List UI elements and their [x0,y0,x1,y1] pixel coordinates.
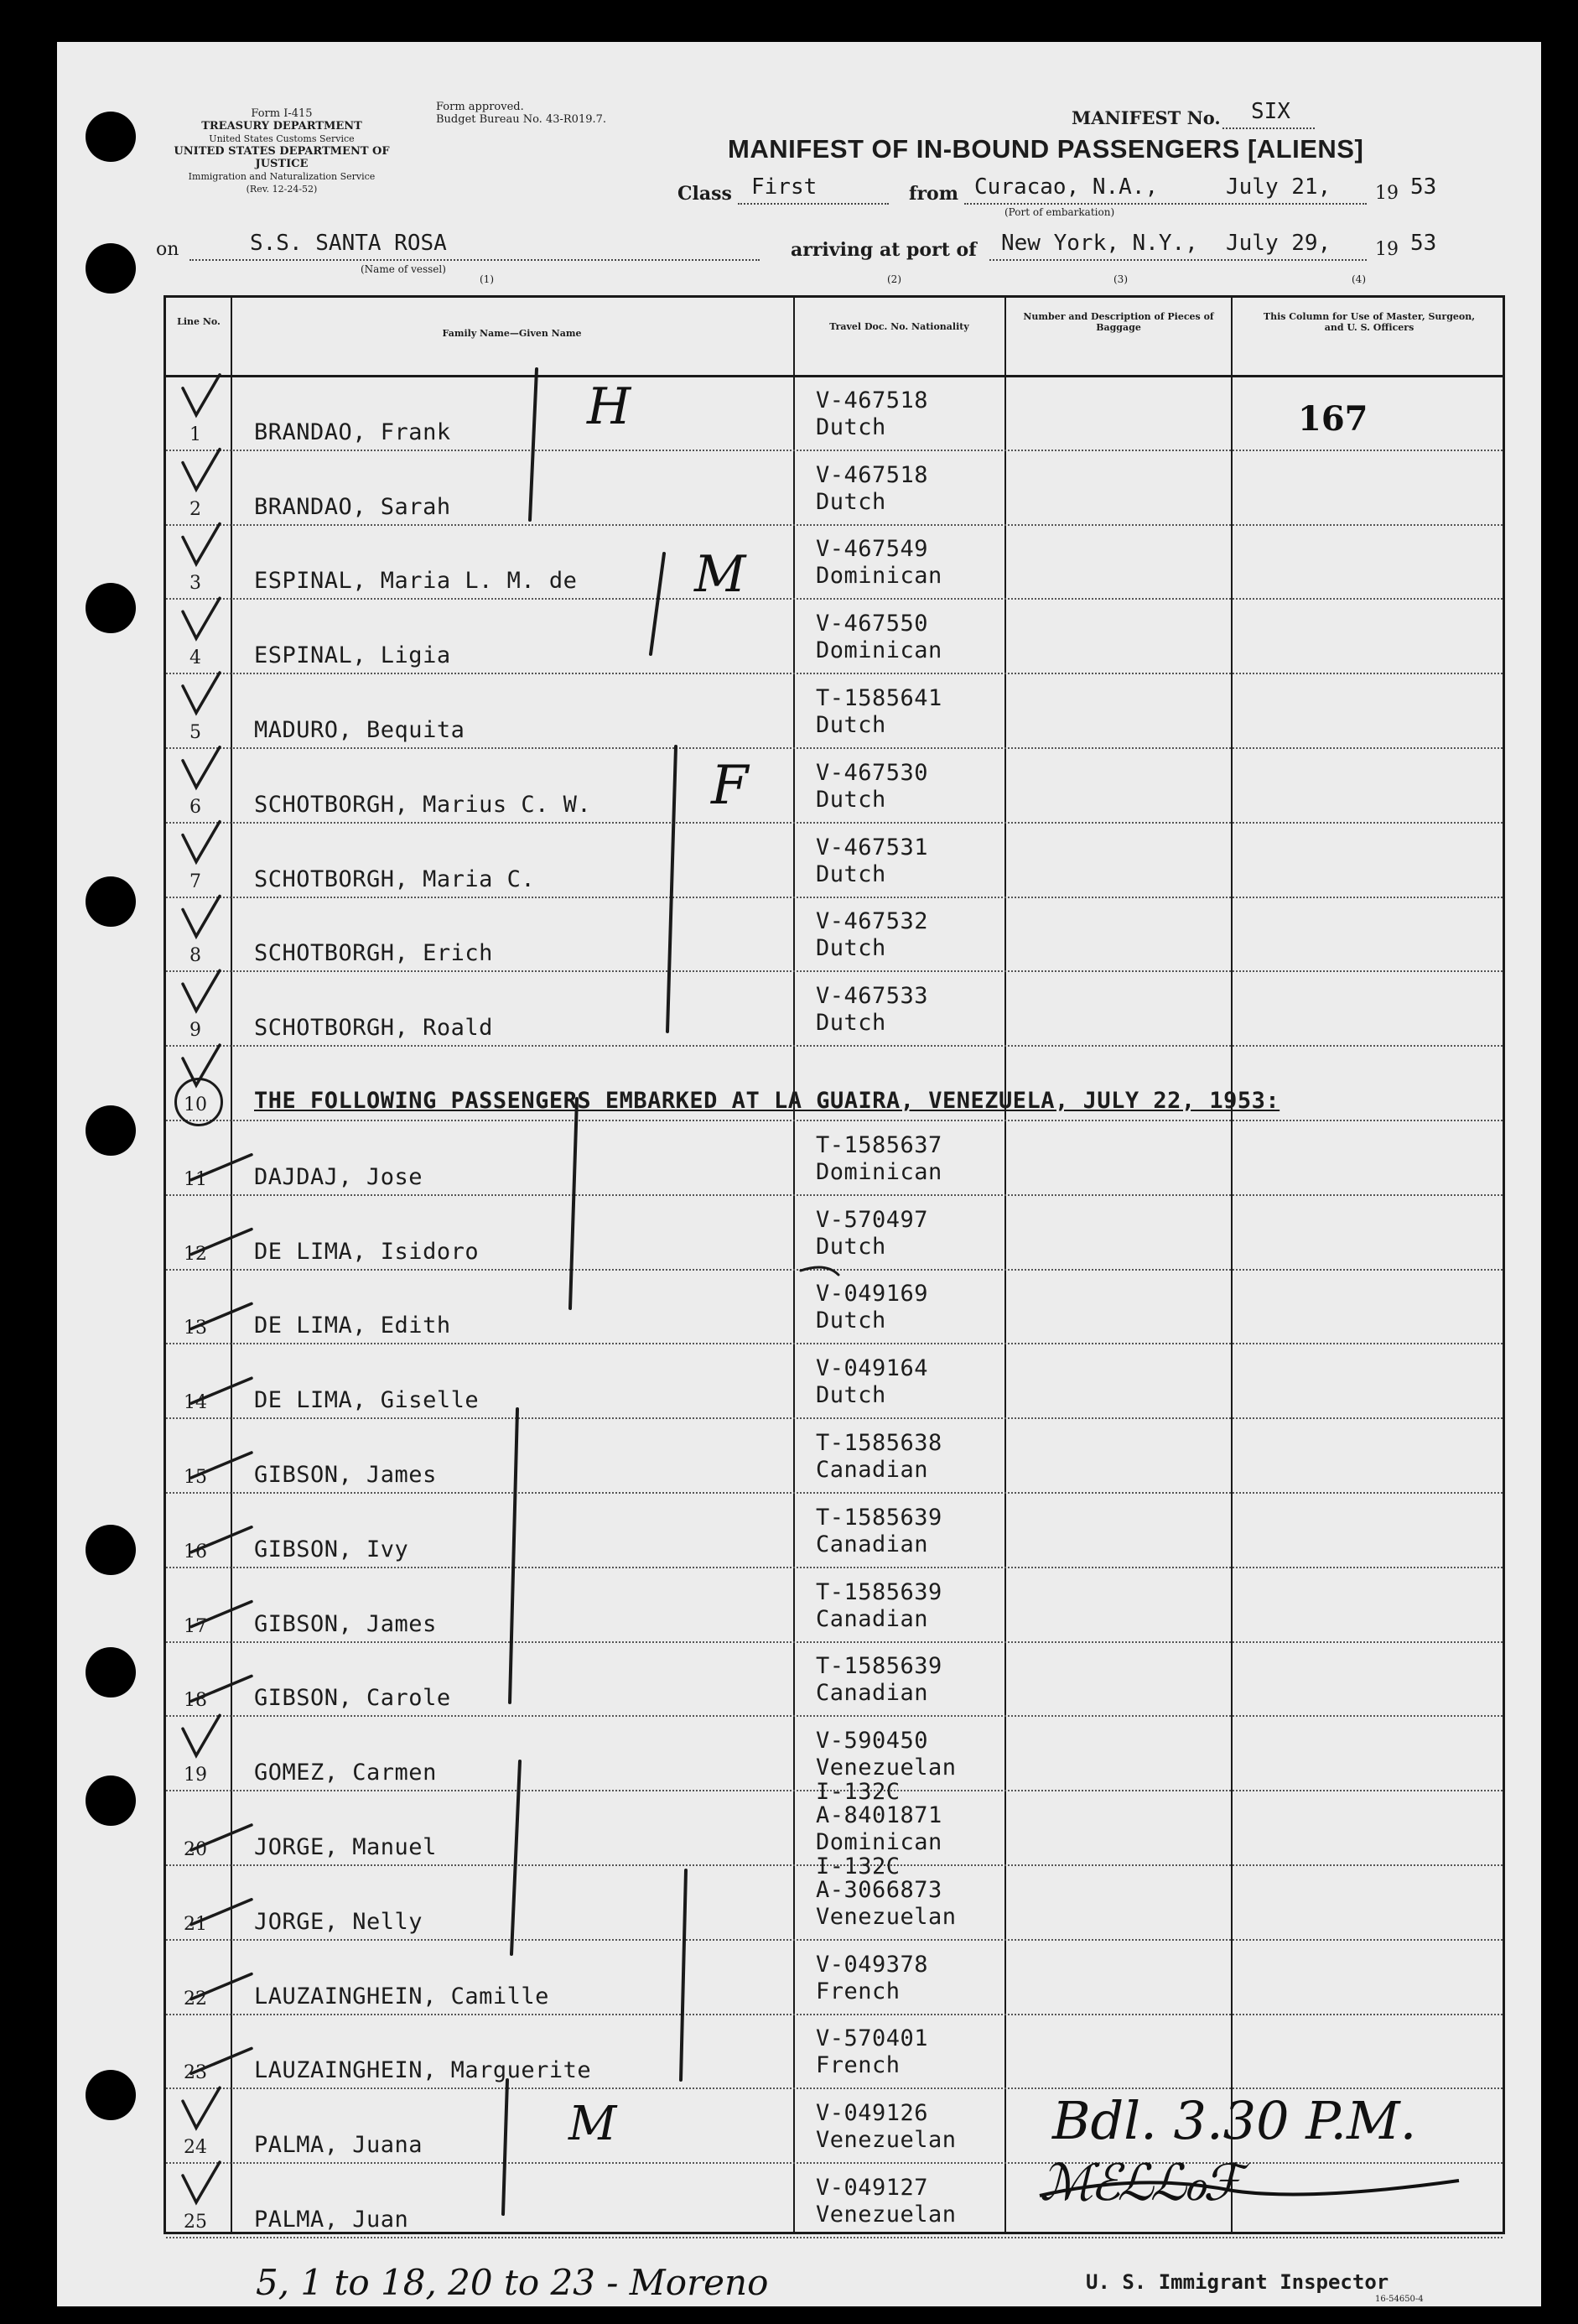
row-line-number: 1 [189,424,201,445]
col-header-doc: Travel Doc. No. Nationality [829,321,969,332]
nationality: Dominican [816,563,942,590]
row-line-number: 25 [184,2212,207,2233]
nationality: Dutch [816,1010,886,1037]
travel-doc-number: T-1585639 [816,1578,942,1605]
travel-doc-number: V-049164 [816,1355,929,1382]
col-header-baggage: Number and Description of Pieces of Baggage [1023,311,1214,333]
travel-doc-number: V-570401 [816,2025,929,2052]
nationality: Dutch [816,488,886,515]
travel-doc-number: T-1585638 [816,1430,942,1456]
travel-doc-number: V-049169 [816,1281,929,1308]
travel-doc-number: V-467550 [816,611,929,637]
nationality: Dutch [816,1382,886,1409]
form-approved: Form approved. [436,101,524,113]
budget-bureau: Budget Bureau No. 43-R019.7. [436,113,607,126]
passenger-name: JORGE, Nelly [254,1908,423,1935]
row-line-number: 17 [184,1615,207,1637]
nationality: Dutch [816,1308,886,1334]
class-value: First [751,174,818,200]
row-line-number: 11 [184,1168,207,1190]
passenger-name: DE LIMA, Giselle [254,1387,480,1414]
passenger-name: LAUZAINGHEIN, Marguerite [254,2057,592,2084]
arrival-year-value: 53 [1410,231,1437,256]
passenger-name: PALMA, Juan [254,2207,409,2233]
passenger-name: MADURO, Bequita [254,717,465,743]
revision-date: (Rev. 12-24-52) [246,184,318,195]
passenger-name: ESPINAL, Ligia [254,642,451,669]
inspector-caption: U. S. Immigrant Inspector [1086,2270,1389,2294]
handwritten-mark-m: M [694,545,746,604]
justice-dept: UNITED STATES DEPARTMENT OF JUSTICE [174,145,390,170]
from-year-value: 53 [1410,174,1437,200]
nationality: Dutch [816,413,886,440]
travel-doc-number: V-467518 [816,387,929,413]
row-line-number: 2 [189,498,201,520]
row-line-number: 19 [184,1765,207,1786]
nationality: Canadian [816,1680,929,1707]
passenger-name: SCHOTBORGH, Roald [254,1015,493,1042]
vessel-caption: (Name of vessel) [361,263,446,275]
travel-doc-number: V-049127 [816,2175,929,2201]
row-line-number: 13 [184,1318,207,1339]
form-number: Form I-415 [251,107,313,120]
passenger-name: JORGE, Manuel [254,1834,437,1860]
nationality: Dutch [816,1233,886,1260]
row-line-number: 4 [189,647,201,669]
col-num-4: (4) [1352,273,1366,285]
nationality: Venezuelan [816,1755,957,1781]
nationality: Dutch [816,786,886,813]
manifest-title: MANIFEST OF IN-BOUND PASSENGERS [ALIENS] [728,134,1364,164]
row-line-number: 10 [184,1094,207,1115]
travel-doc-number: V-590450 [816,1728,929,1755]
travel-doc-number: V-467531 [816,834,929,860]
row-line-number: 7 [189,871,201,892]
passenger-name: BRANDAO, Sarah [254,493,451,520]
travel-doc-number: T-1585641 [816,685,942,711]
from-port-value: Curacao, N.A., [974,174,1159,200]
nationality: Dominican [816,1829,942,1855]
ins-service: Immigration and Naturalization Service [188,171,376,182]
row-line-number: 15 [184,1467,207,1488]
nationality: French [816,2052,901,2079]
vessel-name: S.S. SANTA ROSA [250,231,447,256]
passenger-name: GOMEZ, Carmen [254,1760,437,1786]
customs-service: United States Customs Service [209,133,355,144]
row-line-number: 20 [184,1839,207,1860]
passenger-name: GIBSON, Ivy [254,1536,409,1562]
nationality: Canadian [816,1605,929,1632]
nationality: Venezuelan [816,2202,957,2228]
bundle-time-note: Bdl. 3.30 P.M. [1052,2090,1417,2151]
arrival-port-value: New York, N.Y., [1001,231,1198,256]
handwritten-mark-m: M [568,2097,617,2151]
row-line-number: 14 [184,1392,207,1414]
passenger-name: SCHOTBORGH, Erich [254,940,493,967]
nationality: Venezuelan [816,1903,957,1930]
nationality: French [816,1978,901,2004]
nationality: Venezuelan [816,2127,957,2154]
travel-doc-number: V-570497 [816,1206,929,1233]
nationality: Dutch [816,712,886,738]
nationality: Canadian [816,1457,929,1483]
passenger-name: LAUZAINGHEIN, Camille [254,1983,549,2009]
class-label: Class [677,183,732,205]
row-line-number: 16 [184,1541,207,1562]
passenger-name: SCHOTBORGH, Marius C. W. [254,791,592,818]
col-header-officers: This Column for Use of Master, Surgeon, and U. S. Officers [1263,311,1476,333]
travel-doc-number: I-132C A-3066873 [816,1853,942,1903]
nationality: Dutch [816,860,886,887]
passenger-name: ESPINAL, Maria L. M. de [254,568,578,595]
nationality: Dutch [816,935,886,962]
travel-doc-number: T-1585639 [816,1504,942,1531]
travel-doc-number: I-132C A-8401871 [816,1779,942,1828]
nationality: Dominican [816,637,942,664]
col-header-line: Line No. [177,316,221,327]
passenger-name: GIBSON, Carole [254,1685,451,1712]
row-line-number: 21 [184,1913,207,1935]
from-year-prefix: 19 [1375,183,1399,204]
row-line-number: 3 [189,573,201,595]
row-line-number: 18 [184,1690,207,1712]
nationality: Canadian [816,1531,929,1557]
col-num-3: (3) [1113,273,1128,285]
row-line-number: 5 [189,722,201,743]
treasury-dept: TREASURY DEPARTMENT [201,120,362,133]
travel-doc-number: T-1585639 [816,1653,942,1680]
manifest-no-label: MANIFEST No. [1072,107,1221,128]
from-date-value: July 21, [1226,174,1331,200]
passenger-name: BRANDAO, Frank [254,419,451,445]
arriving-label: arriving at port of [791,239,977,261]
row-line-number: 6 [189,796,201,818]
col-header-name: Family Name—Given Name [442,328,582,339]
row-line-number: 9 [189,1020,201,1042]
passenger-name: GIBSON, James [254,1462,437,1488]
passenger-name: SCHOTBORGH, Maria C. [254,866,536,892]
row-line-number: 24 [184,2137,207,2159]
arrival-year-prefix: 19 [1375,239,1399,260]
nationality: Dominican [816,1158,942,1185]
travel-doc-number: V-467530 [816,759,929,786]
travel-doc-number: T-1585637 [816,1131,942,1158]
embarkation-banner: THE FOLLOWING PASSENGERS EMBARKED AT LA GUAIRA, VENEZUELA, JULY 22, 1953: [254,1088,1280,1114]
travel-doc-number: V-467518 [816,461,929,488]
passenger-name: GIBSON, James [254,1610,437,1637]
handwritten-mark-h: H [587,377,631,436]
travel-doc-number: V-467532 [816,908,929,935]
from-label: from [909,183,959,205]
passenger-name: PALMA, Juana [254,2132,423,2159]
footer-handwritten-note: 5, 1 to 18, 20 to 23 - Moreno [256,2262,769,2303]
travel-doc-number: V-467549 [816,536,929,563]
manifest-no-value: SIX [1251,99,1290,124]
travel-doc-number: V-049126 [816,2100,929,2127]
passenger-name: DE LIMA, Edith [254,1313,451,1339]
row-line-number: 8 [189,945,201,967]
form-code: 16-54650-4 [1375,2295,1424,2304]
col-num-2: (2) [887,273,901,285]
officer-number: 167 [1298,399,1368,439]
passenger-name: DE LIMA, Isidoro [254,1238,480,1265]
row-line-number: 22 [184,1988,207,2009]
passenger-name: DAJDAJ, Jose [254,1163,423,1190]
travel-doc-number: V-467533 [816,983,929,1010]
row-line-number: 23 [184,2062,207,2084]
on-label: on [156,239,179,260]
port-embarkation-caption: (Port of embarkation) [1004,206,1115,218]
col-num-1: (1) [480,273,494,285]
handwritten-mark-f: F [711,755,749,817]
travel-doc-number: V-049378 [816,1951,929,1978]
inspector-signature-scribble: ℳℰℒℒℴℱ [1040,2154,1239,2212]
arrival-date-value: July 29, [1226,231,1331,256]
row-line-number: 12 [184,1243,207,1265]
